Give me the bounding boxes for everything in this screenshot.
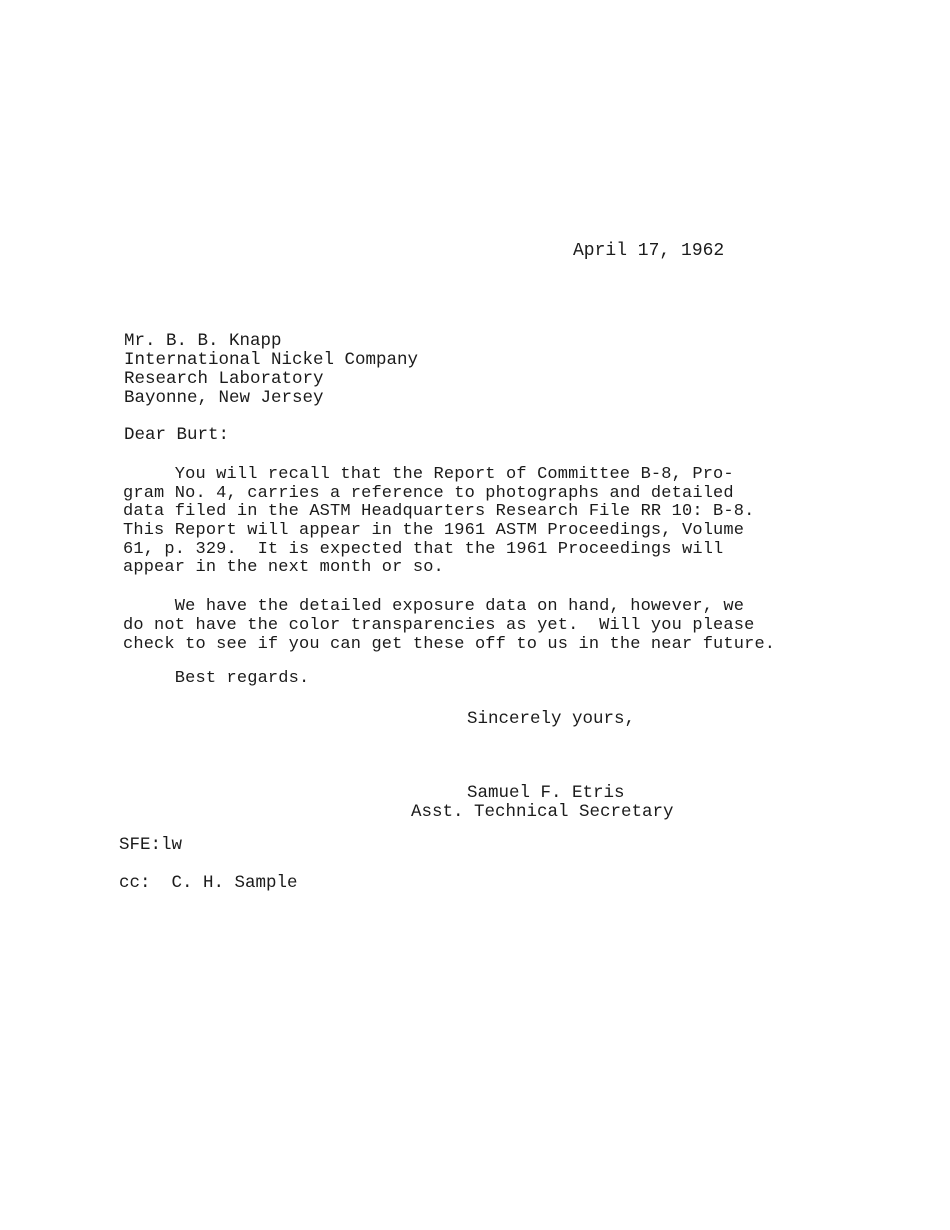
paragraph-1-line: You will recall that the Report of Committee B-8, Pro-	[123, 465, 734, 484]
carbon-copy: cc: C. H. Sample	[119, 873, 298, 893]
paragraph-1-line: 61, p. 329. It is expected that the 1961 Proceedings will	[123, 540, 724, 559]
signer-title: Asst. Technical Secretary	[411, 802, 674, 822]
letter-date: April 17, 1962	[573, 241, 725, 261]
signer-name: Samuel F. Etris	[467, 783, 625, 803]
recipient-department: Research Laboratory	[124, 369, 324, 389]
paragraph-1-line: appear in the next month or so.	[123, 558, 444, 577]
paragraph-2-line: We have the detailed exposure data on hand, however, we	[123, 597, 745, 616]
paragraph-2-line: do not have the color transparencies as yet. Will you please	[123, 616, 755, 635]
salutation: Dear Burt:	[124, 425, 230, 445]
paragraph-1-line: This Report will appear in the 1961 ASTM Proceedings, Volume	[123, 521, 745, 540]
paragraph-1-line: gram No. 4, carries a reference to photographs and detailed	[123, 484, 734, 503]
typist-initials: SFE:lw	[119, 835, 183, 855]
recipient-location: Bayonne, New Jersey	[124, 388, 324, 408]
paragraph-2-line: check to see if you can get these off to us in the near future.	[123, 635, 776, 654]
closing-remark: Best regards.	[123, 669, 310, 688]
recipient-name: Mr. B. B. Knapp	[124, 331, 282, 351]
paragraph-1-line: data filed in the ASTM Headquarters Research File RR 10: B-8.	[123, 502, 755, 521]
recipient-company: International Nickel Company	[124, 350, 419, 370]
complimentary-close: Sincerely yours,	[467, 709, 636, 729]
